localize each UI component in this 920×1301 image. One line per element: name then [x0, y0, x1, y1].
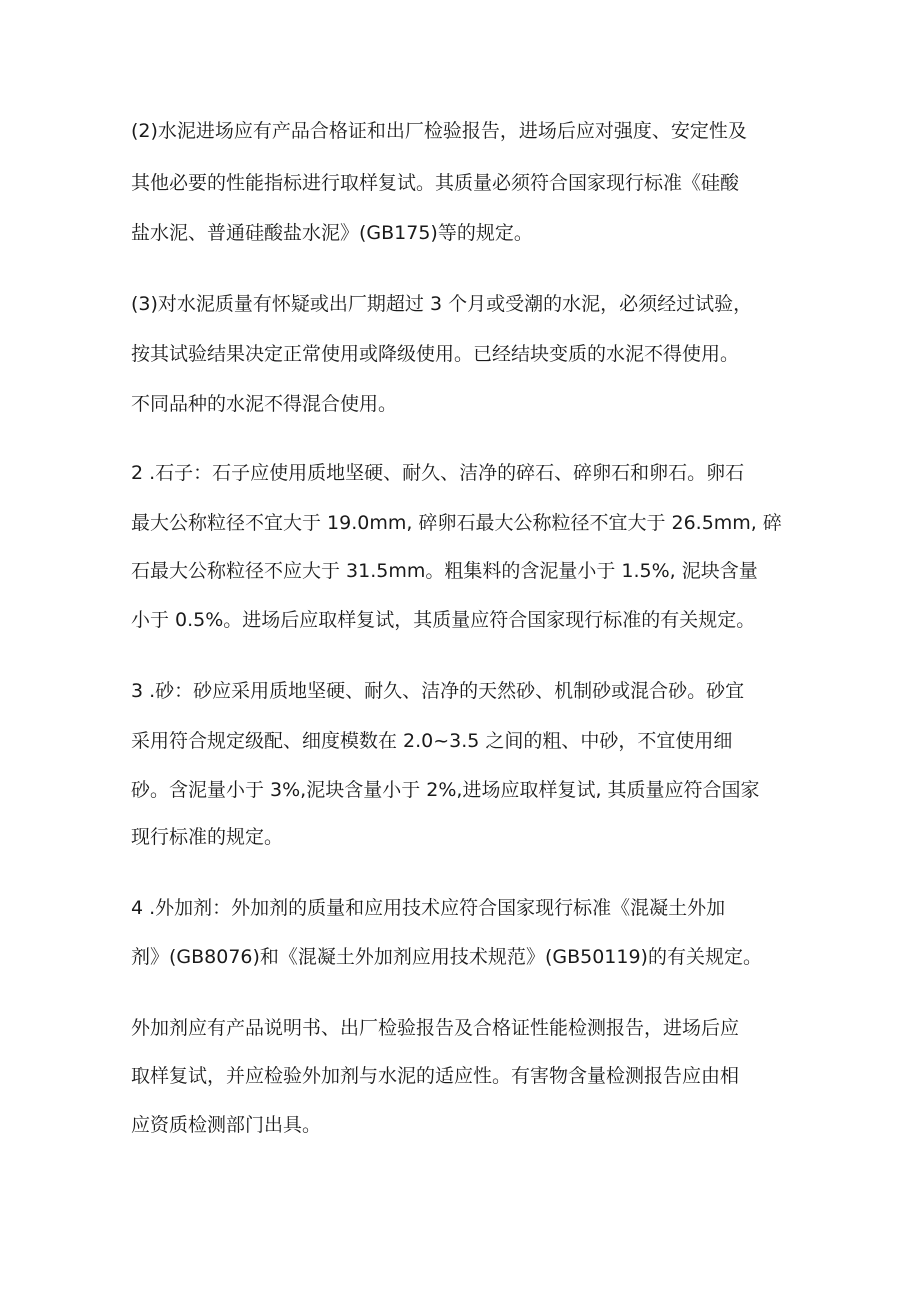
paragraph-6-line-2: 取样复试，并应检验外加剂与水泥的适应性。有害物含量检测报告应由相 — [131, 1065, 740, 1087]
paragraph-3-line-2: 最大公称粒径不宜大于 19.0mm, 碎卵石最大公称粒径不宜大于 26.5mm, 碎 — [131, 512, 782, 534]
paragraph-2-line-1: (3)对水泥质量有怀疑或出厂期超过 3 个月或受潮的水泥，必须经过试验， — [131, 293, 753, 315]
paragraph-4-line-1: 3 .砂：砂应采用质地坚硬、耐久、洁净的天然砂、机制砂或混合砂。砂宜 — [131, 680, 745, 702]
paragraph-4-line-2: 采用符合规定级配、细度模数在 2.0~3.5 之间的粗、中砂，不宜使用细 — [131, 730, 733, 752]
paragraph-6-line-1: 外加剂应有产品说明书、出厂检验报告及合格证性能检测报告，进场后应 — [131, 1017, 740, 1039]
paragraph-4-line-4: 现行标准的规定。 — [131, 826, 284, 848]
paragraph-3-line-1: 2 .石子：石子应使用质地坚硬、耐久、洁净的碎石、碎卵石和卵石。卵石 — [131, 462, 745, 484]
paragraph-3-line-4: 小于 0.5%。进场后应取样复试，其质量应符合国家现行标准的有关规定。 — [131, 609, 756, 631]
paragraph-6-line-3: 应资质检测部门出具。 — [131, 1114, 322, 1136]
paragraph-5-line-1: 4 .外加剂：外加剂的质量和应用技术应符合国家现行标准《混凝土外加 — [131, 897, 726, 919]
paragraph-1-line-3: 盐水泥、普通硅酸盐水泥》(GB175)等的规定。 — [131, 222, 533, 244]
paragraph-1-line-2: 其他必要的性能指标进行取样复试。其质量必须符合国家现行标准《硅酸 — [131, 172, 740, 194]
paragraph-2-line-2: 按其试验结果决定正常使用或降级使用。已经结块变质的水泥不得使用。 — [131, 343, 740, 365]
paragraph-2-line-3: 不同品种的水泥不得混合使用。 — [131, 393, 398, 415]
paragraph-1-line-1: (2)水泥进场应有产品合格证和出厂检验报告，进场后应对强度、安定性及 — [131, 120, 747, 142]
paragraph-5-line-2: 剂》(GB8076)和《混凝土外加剂应用技术规范》(GB50119)的有关规定。 — [131, 946, 762, 968]
paragraph-4-line-3: 砂。含泥量小于 3%,泥块含量小于 2%,进场应取样复试, 其质量应符合国家 — [131, 779, 760, 801]
paragraph-3-line-3: 石最大公称粒径不应大于 31.5mm。粗集料的含泥量小于 1.5%, 泥块含量 — [131, 560, 758, 582]
